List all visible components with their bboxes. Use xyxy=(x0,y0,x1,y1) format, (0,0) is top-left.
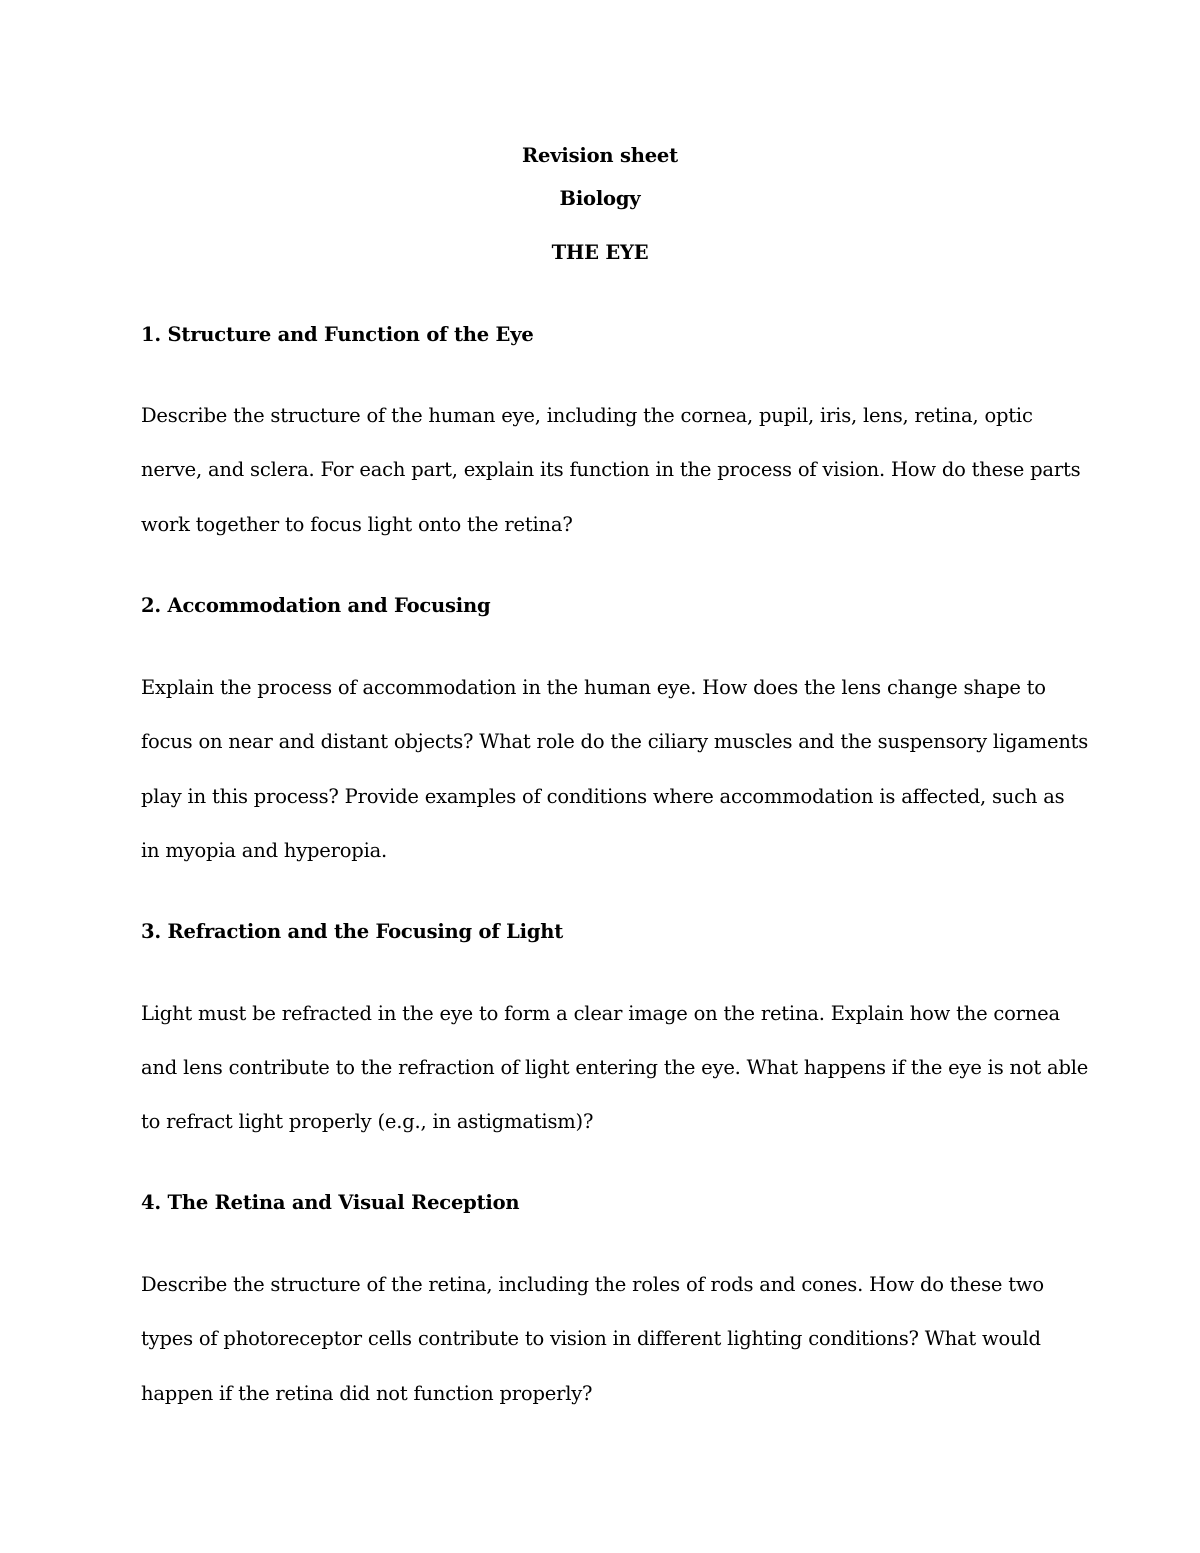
section-heading: 4. The Retina and Visual Reception xyxy=(141,1191,520,1214)
paragraph-line: nerve, and sclera. For each part, explain its function in the process of vision. How do these parts xyxy=(141,458,1081,481)
paragraph-line: happen if the retina did not function properly? xyxy=(141,1382,593,1405)
paragraph-line: Describe the structure of the human eye, including the cornea, pupil, iris, lens, retina, optic xyxy=(141,404,1033,427)
paragraph-line: play in this process? Provide examples of conditions where accommodation is affected, such as xyxy=(141,785,1065,808)
section-heading: 1. Structure and Function of the Eye xyxy=(141,323,534,346)
paragraph-line: to refract light properly (e.g., in astigmatism)? xyxy=(141,1110,594,1133)
section-heading: 2. Accommodation and Focusing xyxy=(141,594,491,617)
paragraph-line: Explain the process of accommodation in the human eye. How does the lens change shape to xyxy=(141,676,1046,699)
document-subject: Biology xyxy=(559,187,641,210)
paragraph-line: focus on near and distant objects? What role do the ciliary muscles and the suspensory ligaments xyxy=(141,730,1089,753)
paragraph-line: in myopia and hyperopia. xyxy=(141,839,388,862)
paragraph-line: Describe the structure of the retina, including the roles of rods and cones. How do these two xyxy=(141,1273,1044,1296)
section-heading: 3. Refraction and the Focusing of Light xyxy=(141,920,564,943)
document-title: Revision sheet xyxy=(522,144,678,167)
paragraph-line: Light must be refracted in the eye to form a clear image on the retina. Explain how the cornea xyxy=(141,1002,1060,1025)
document-topic: THE EYE xyxy=(551,241,649,264)
paragraph-line: and lens contribute to the refraction of light entering the eye. What happens if the eye is not able xyxy=(141,1056,1089,1079)
paragraph-line: work together to focus light onto the retina? xyxy=(141,513,573,536)
paragraph-line: types of photoreceptor cells contribute to vision in different lighting conditions? What would xyxy=(141,1327,1041,1350)
